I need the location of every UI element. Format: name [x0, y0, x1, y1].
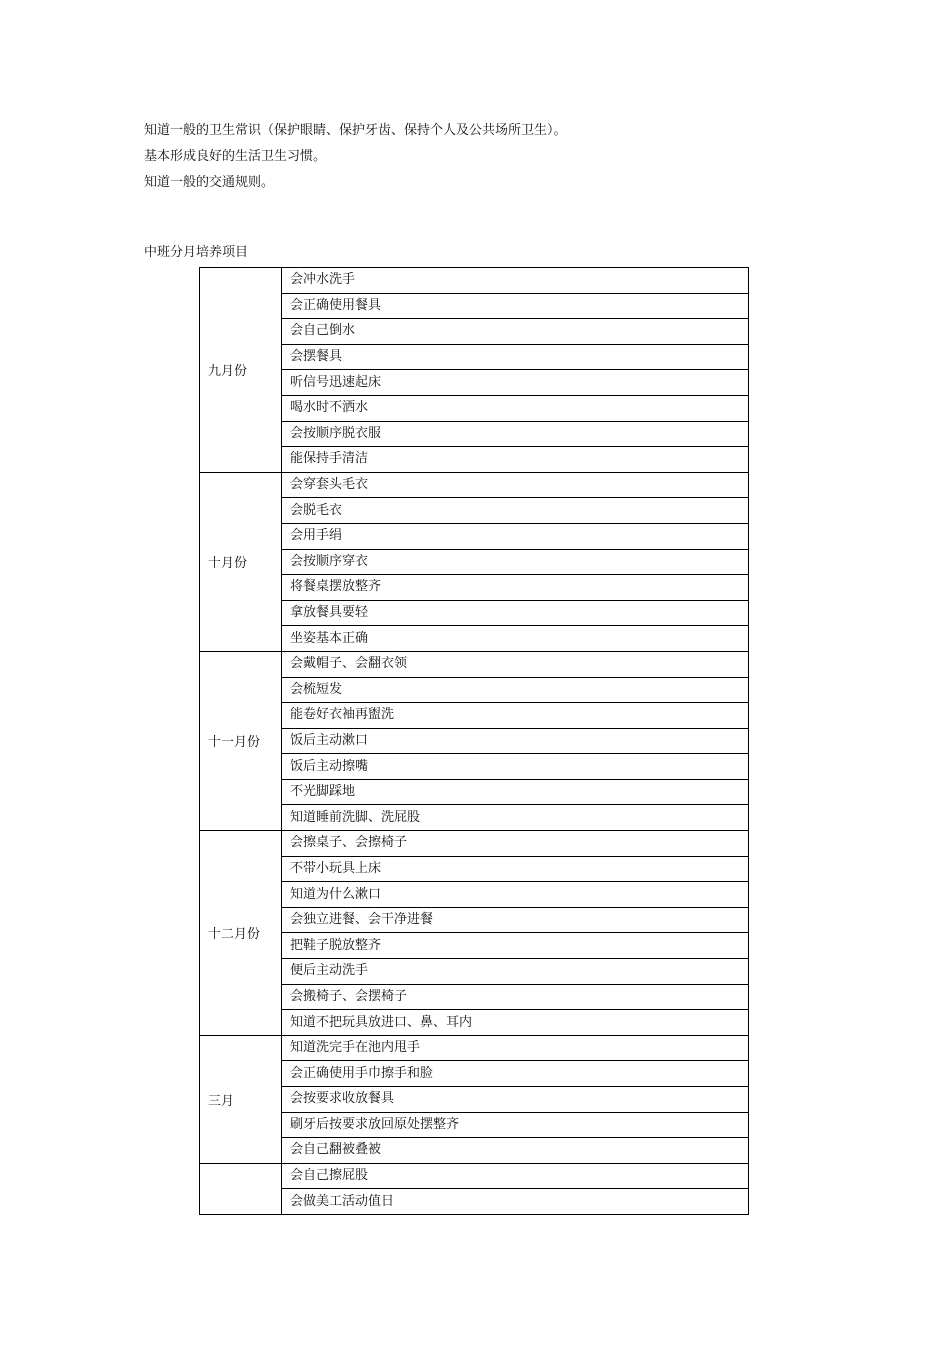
item-cell: 坐姿基本正确 — [282, 626, 749, 652]
item-cell: 会正确使用手巾擦手和脸 — [282, 1061, 749, 1087]
table-row — [200, 626, 749, 652]
item-cell: 会搬椅子、会摆椅子 — [282, 984, 749, 1010]
table-row — [200, 728, 749, 754]
month-cell: 三月 — [200, 1035, 282, 1163]
table-row — [200, 472, 749, 498]
item-cell: 知道睡前洗脚、洗屁股 — [282, 805, 749, 831]
item-cell: 会摆餐具 — [282, 344, 749, 370]
item-cell: 能卷好衣袖再盥洗 — [282, 703, 749, 729]
item-cell: 拿放餐具要轻 — [282, 600, 749, 626]
table-row — [200, 421, 749, 447]
table-caption: 中班分月培养项目 — [144, 245, 249, 260]
month-cell — [200, 1163, 282, 1214]
item-cell: 会正确使用餐具 — [282, 293, 749, 319]
item-cell: 喝水时不洒水 — [282, 395, 749, 421]
table-row — [200, 293, 749, 319]
table-row — [200, 1035, 749, 1061]
item-cell: 饭后主动擦嘴 — [282, 754, 749, 780]
table-row — [200, 319, 749, 345]
intro-line: 知道一般的卫生常识（保护眼睛、保护牙齿、保持个人及公共场所卫生）。 — [144, 123, 567, 138]
item-cell: 会梳短发 — [282, 677, 749, 703]
item-cell: 会按要求收放餐具 — [282, 1087, 749, 1113]
table-row — [200, 1061, 749, 1087]
month-cell: 十一月份 — [200, 651, 282, 830]
item-cell: 能保持手清洁 — [282, 447, 749, 473]
item-cell: 会自己翻被叠被 — [282, 1138, 749, 1164]
item-cell: 会用手绢 — [282, 523, 749, 549]
monthly-plan-table-body — [200, 268, 749, 1215]
item-cell: 知道不把玩具放进口、鼻、耳内 — [282, 1010, 749, 1036]
month-cell: 十月份 — [200, 472, 282, 651]
item-cell: 会自己倒水 — [282, 319, 749, 345]
table-row — [200, 651, 749, 677]
table-row — [200, 933, 749, 959]
item-cell: 刷牙后按要求放回原处摆整齐 — [282, 1112, 749, 1138]
item-cell: 会穿套头毛衣 — [282, 472, 749, 498]
table-row — [200, 677, 749, 703]
table-row — [200, 549, 749, 575]
table-row — [200, 1112, 749, 1138]
item-cell: 会按顺序脱衣服 — [282, 421, 749, 447]
table-row — [200, 754, 749, 780]
table-row — [200, 703, 749, 729]
table-row — [200, 959, 749, 985]
table-row — [200, 575, 749, 601]
item-cell: 会自己擦屁股 — [282, 1163, 749, 1189]
table-row — [200, 395, 749, 421]
month-cell: 九月份 — [200, 268, 282, 473]
table-row — [200, 984, 749, 1010]
table-row — [200, 831, 749, 857]
table-row — [200, 779, 749, 805]
item-cell: 知道为什么漱口 — [282, 882, 749, 908]
item-cell: 会脱毛衣 — [282, 498, 749, 524]
table-row — [200, 498, 749, 524]
item-cell: 便后主动洗手 — [282, 959, 749, 985]
item-cell: 会戴帽子、会翻衣领 — [282, 651, 749, 677]
table-row — [200, 523, 749, 549]
monthly-plan-table — [199, 267, 749, 1215]
intro-line: 基本形成良好的生活卫生习惯。 — [144, 149, 327, 164]
item-cell: 不光脚踩地 — [282, 779, 749, 805]
item-cell: 听信号迅速起床 — [282, 370, 749, 396]
table-row — [200, 805, 749, 831]
table-row — [200, 907, 749, 933]
item-cell: 不带小玩具上床 — [282, 856, 749, 882]
item-cell: 饭后主动漱口 — [282, 728, 749, 754]
item-cell: 知道洗完手在池内甩手 — [282, 1035, 749, 1061]
item-cell: 会擦桌子、会擦椅子 — [282, 831, 749, 857]
item-cell: 把鞋子脱放整齐 — [282, 933, 749, 959]
item-cell: 会独立进餐、会干净进餐 — [282, 907, 749, 933]
intro-text — [144, 118, 567, 196]
intro-line: 知道一般的交通规则。 — [144, 175, 275, 190]
table-row — [200, 268, 749, 294]
table-row — [200, 447, 749, 473]
table-row — [200, 856, 749, 882]
item-cell: 会做美工活动值日 — [282, 1189, 749, 1215]
table-row — [200, 370, 749, 396]
table-row — [200, 882, 749, 908]
item-cell: 会冲水洗手 — [282, 268, 749, 294]
item-cell: 会按顺序穿衣 — [282, 549, 749, 575]
table-row — [200, 1010, 749, 1036]
table-row — [200, 1189, 749, 1215]
table-row — [200, 1163, 749, 1189]
table-row — [200, 344, 749, 370]
table-row — [200, 1087, 749, 1113]
table-row — [200, 600, 749, 626]
month-cell: 十二月份 — [200, 831, 282, 1036]
table-row — [200, 1138, 749, 1164]
item-cell: 将餐桌摆放整齐 — [282, 575, 749, 601]
